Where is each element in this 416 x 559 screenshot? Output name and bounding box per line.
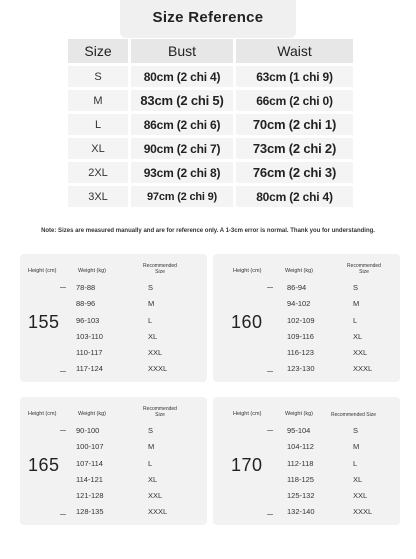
recommended-size-header: Recommended Size [143, 406, 177, 418]
waist-cell: 76cm (2 chi 3) [236, 162, 353, 183]
recommended-size: M [148, 442, 155, 452]
recommended-size: XXXL [148, 364, 168, 374]
height-card-160 [213, 254, 400, 382]
list-item [76, 313, 196, 329]
weight-range: 96-103 [76, 315, 100, 325]
weight-header: Weight (kg) [285, 411, 314, 417]
table-row [68, 66, 353, 87]
recommended-size: L [353, 315, 358, 325]
divider-line [267, 430, 273, 431]
recommended-size: S [353, 283, 359, 292]
bust-cell: 83cm (2 chi 5) [131, 90, 233, 111]
header-waist: Waist [236, 39, 353, 63]
recommended-size-header: Recommended Size [143, 263, 177, 275]
size-cell: 2XL [68, 162, 128, 183]
height-value: 170 [231, 455, 263, 475]
weight-size-list [287, 280, 407, 378]
weight-range: 112-118 [287, 458, 314, 468]
table-row [68, 90, 353, 111]
height-card-170 [213, 397, 400, 525]
divider-line [60, 514, 66, 515]
list-item [76, 296, 196, 312]
recommended-size: M [353, 442, 360, 452]
list-item [76, 456, 196, 472]
weight-header: Weight (kg) [78, 268, 107, 274]
list-item [76, 280, 196, 296]
recommended-size: S [148, 426, 154, 435]
list-item [287, 280, 407, 296]
table-row [68, 114, 353, 135]
list-item [76, 488, 196, 504]
table-header-row [68, 39, 353, 63]
header-size: Size [68, 39, 128, 63]
recommended-size: XXXL [353, 507, 373, 517]
weight-range: 109-116 [287, 331, 314, 341]
divider-line [60, 430, 66, 431]
divider-line [267, 371, 273, 372]
size-cell: 3XL [68, 186, 128, 207]
list-item [287, 313, 407, 329]
list-item [287, 345, 407, 361]
list-item [76, 329, 196, 345]
weight-range: 132-140 [287, 507, 315, 517]
weight-range: 125-132 [287, 491, 315, 501]
list-item [76, 345, 196, 361]
list-item [287, 329, 407, 345]
recommended-size: XXL [353, 348, 368, 358]
divider-line [60, 371, 66, 372]
size-cell: L [68, 114, 128, 135]
waist-cell: 73cm (2 chi 2) [236, 138, 353, 159]
recommended-size: XXL [148, 348, 163, 358]
divider-line [267, 287, 273, 288]
list-item [76, 423, 196, 439]
list-item [287, 472, 407, 488]
waist-cell: 80cm (2 chi 4) [236, 186, 353, 207]
bust-cell: 90cm (2 chi 7) [131, 138, 233, 159]
list-item [287, 423, 407, 439]
recommended-size: L [353, 458, 358, 468]
weight-size-list [287, 423, 407, 521]
recommended-size: S [148, 283, 154, 292]
recommended-size: S [353, 426, 359, 435]
weight-range: 121-128 [76, 491, 104, 501]
table-row [68, 162, 353, 183]
list-item [287, 504, 407, 520]
size-cell: S [68, 66, 128, 87]
recommended-size: XXXL [353, 364, 373, 374]
list-item [287, 439, 407, 455]
recommended-size-header: Recommended Size [331, 412, 377, 418]
weight-header: Weight (kg) [285, 268, 314, 274]
divider-line [267, 514, 273, 515]
weight-range: 104-112 [287, 442, 314, 452]
height-header: Height (cm) [28, 411, 57, 417]
weight-range: 116-123 [287, 348, 314, 358]
weight-range: 100-107 [76, 442, 104, 452]
divider-line [60, 287, 66, 288]
page-title: Size Reference [152, 9, 264, 26]
weight-range: 95-104 [287, 426, 311, 435]
height-value: 160 [231, 312, 263, 332]
list-item [287, 361, 407, 377]
weight-range: 103-110 [76, 331, 103, 341]
list-item [76, 361, 196, 377]
height-header: Height (cm) [233, 268, 262, 274]
weight-range: 90-100 [76, 426, 100, 435]
height-header: Height (cm) [28, 268, 57, 274]
size-cell: M [68, 90, 128, 111]
weight-range: 94-102 [287, 299, 311, 309]
header-bust: Bust [131, 39, 233, 63]
recommended-size: XXL [353, 491, 368, 501]
waist-cell: 66cm (2 chi 0) [236, 90, 353, 111]
bust-cell: 93cm (2 chi 8) [131, 162, 233, 183]
weight-range: 123-130 [287, 364, 315, 374]
height-header: Height (cm) [233, 411, 262, 417]
height-card-155 [20, 254, 207, 382]
recommended-size: XL [148, 331, 158, 341]
weight-range: 117-124 [76, 364, 103, 374]
recommended-size: M [353, 299, 360, 309]
recommended-size: XL [353, 474, 363, 484]
weight-range: 78-88 [76, 283, 96, 292]
list-item [76, 439, 196, 455]
weight-range: 118-125 [287, 474, 314, 484]
size-reference-table [65, 36, 356, 210]
weight-size-list [76, 423, 196, 521]
weight-range: 107-114 [76, 458, 103, 468]
list-item [76, 504, 196, 520]
bust-cell: 80cm (2 chi 4) [131, 66, 233, 87]
weight-range: 102-109 [287, 315, 315, 325]
weight-range: 114-121 [76, 474, 103, 484]
recommended-size: XL [148, 474, 158, 484]
size-note: Note: Sizes are measured manually and are for reference only. A 1-3cm error is normal. Thank you for understanding. [41, 228, 375, 234]
bust-cell: 97cm (2 chi 9) [131, 186, 233, 207]
weight-range: 110-117 [76, 348, 103, 358]
height-value: 165 [28, 455, 60, 475]
recommended-size: XXXL [148, 507, 168, 517]
list-item [287, 456, 407, 472]
recommended-size-header: Recommended Size [347, 263, 381, 275]
height-value: 155 [28, 312, 60, 332]
weight-range: 86-94 [287, 283, 307, 292]
recommended-size: XXL [148, 491, 163, 501]
list-item [76, 472, 196, 488]
recommended-size: L [148, 315, 153, 325]
weight-range: 128-135 [76, 507, 104, 517]
height-card-165 [20, 397, 207, 525]
waist-cell: 63cm (1 chi 9) [236, 66, 353, 87]
recommended-size: M [148, 299, 155, 309]
weight-size-list [76, 280, 196, 378]
list-item [287, 488, 407, 504]
weight-header: Weight (kg) [78, 411, 107, 417]
weight-range: 88-96 [76, 299, 96, 309]
table-row [68, 186, 353, 207]
list-item [287, 296, 407, 312]
recommended-size: L [148, 458, 153, 468]
size-cell: XL [68, 138, 128, 159]
table-row [68, 138, 353, 159]
recommended-size: XL [353, 331, 363, 341]
bust-cell: 86cm (2 chi 6) [131, 114, 233, 135]
waist-cell: 70cm (2 chi 1) [236, 114, 353, 135]
